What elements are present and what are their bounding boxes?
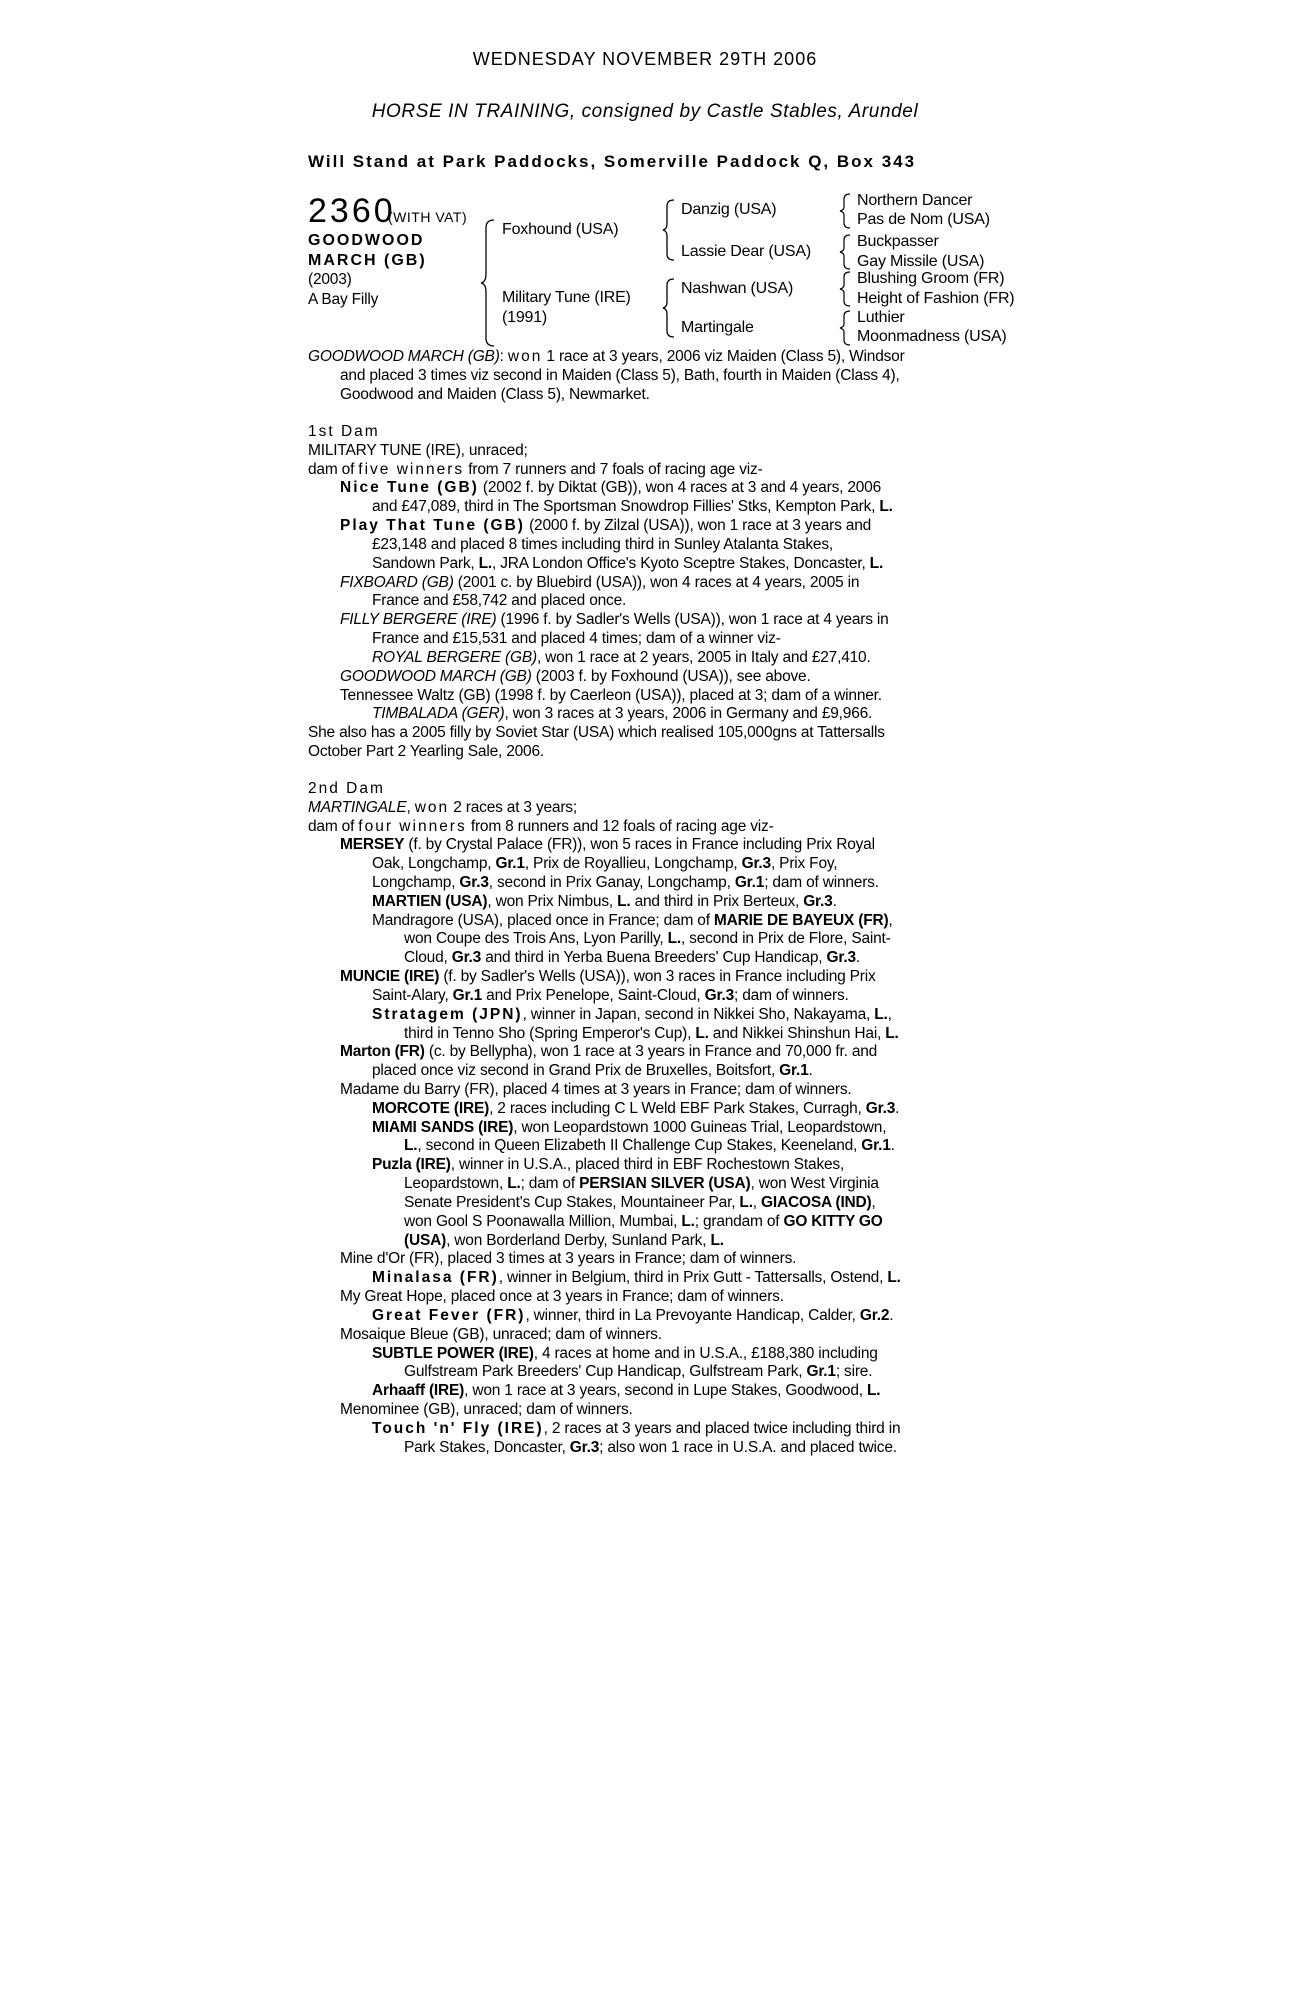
- pedigree-dam-year: (1991): [502, 309, 548, 326]
- text-segment: Gr.3: [741, 855, 771, 872]
- text-segment: Gr.1: [779, 1062, 809, 1079]
- text-segment: ,: [888, 912, 893, 929]
- text-segment: Leopardstown,: [404, 1175, 508, 1192]
- produce-line: [372, 648, 871, 667]
- text-segment: , winner in Japan, second in Nikkei Sho, Nakayama,: [522, 1006, 875, 1023]
- produce-line: [404, 1136, 895, 1155]
- text-segment: Touch 'n' Fly (IRE): [372, 1420, 544, 1437]
- text-segment: Saint-Alary,: [372, 987, 453, 1004]
- text-segment: , won Borderland Derby, Sunland Park,: [446, 1232, 711, 1249]
- text-segment: 1 race at 3 years, 2006 viz Maiden (Class 5), Windsor: [542, 348, 905, 365]
- text-segment: .: [889, 1307, 894, 1324]
- text-segment: MILITARY TUNE (IRE), unraced;: [308, 442, 528, 459]
- produce-line: [340, 516, 871, 535]
- pedigree-gen3-1: Northern Dancer: [857, 192, 973, 209]
- text-segment: , won West Virginia: [750, 1175, 879, 1192]
- text-segment: Madame du Barry (FR), placed 4 times at 3 years in France; dam of winners.: [340, 1081, 852, 1098]
- text-segment: France and £15,531 and placed 4 times; dam of a winner viz-: [372, 630, 781, 647]
- pedigree-gen2-2: Lassie Dear (USA): [681, 243, 811, 260]
- second-dam-name: [308, 798, 577, 817]
- text-segment: and Nikkei Shinshun Hai,: [708, 1025, 886, 1042]
- text-segment: L.: [404, 1137, 418, 1154]
- text-segment: won: [414, 799, 450, 816]
- produce-line: [372, 629, 781, 648]
- produce-line: [372, 535, 833, 554]
- produce-line: [340, 686, 882, 705]
- produce-line: [372, 1306, 893, 1325]
- produce-line: [404, 1193, 876, 1212]
- text-segment: ; sire.: [835, 1363, 873, 1380]
- produce-line: [404, 1362, 872, 1381]
- text-segment: MORCOTE (IRE): [372, 1100, 490, 1117]
- foaling-year: (2003): [308, 271, 352, 288]
- text-segment: GOODWOOD MARCH (GB): [308, 348, 500, 365]
- text-segment: ; dam of: [520, 1175, 580, 1192]
- first-dam-heading: [308, 422, 380, 441]
- text-segment: , won 3 races at 3 years, 2006 in Germany and £9,966.: [504, 705, 873, 722]
- text-segment: .: [895, 1100, 900, 1117]
- produce-line: [340, 478, 881, 497]
- first-dam-summary: [308, 460, 763, 479]
- text-segment: five winners: [358, 461, 465, 478]
- text-segment: from 7 runners and 7 foals of racing age viz-: [464, 461, 763, 478]
- text-segment: Puzla (IRE): [372, 1156, 451, 1173]
- text-segment: £23,148 and placed 8 times including third in Sunley Atalanta Stakes,: [372, 536, 833, 553]
- text-segment: ; grandam of: [694, 1213, 784, 1230]
- text-segment: .: [832, 893, 837, 910]
- text-segment: France and £58,742 and placed once.: [372, 592, 627, 609]
- text-segment: .: [808, 1062, 813, 1079]
- text-segment: , 2 races including C L Weld EBF Park Stakes, Curragh,: [489, 1100, 866, 1117]
- produce-line: [404, 1212, 883, 1231]
- text-segment: :: [499, 348, 508, 365]
- text-segment: ,: [406, 799, 415, 816]
- pedigree-gen3-8: Moonmadness (USA): [857, 328, 1007, 345]
- text-segment: ; dam of winners.: [764, 874, 879, 891]
- text-segment: ROYAL BERGERE (GB): [372, 649, 537, 666]
- text-segment: .: [855, 949, 860, 966]
- text-segment: L.: [681, 1213, 695, 1230]
- produce-line: [372, 1061, 813, 1080]
- text-segment: Mandragore (USA), placed once in France; dam of: [372, 912, 714, 929]
- text-segment: MARIE DE BAYEUX (FR): [713, 912, 889, 929]
- text-segment: Gr.3: [865, 1100, 896, 1117]
- text-segment: MUNCIE (IRE): [340, 968, 440, 985]
- text-segment: (f. by Crystal Palace (FR)), won 5 races in France including Prix Royal: [404, 836, 875, 853]
- text-segment: from 8 runners and 12 foals of racing age viz-: [466, 818, 774, 835]
- text-segment: and £47,089, third in The Sportsman Snowdrop Fillies' Stks, Kempton Park,: [372, 498, 880, 515]
- text-segment: Cloud,: [404, 949, 452, 966]
- text-segment: , won Leopardstown 1000 Guineas Trial, Leopardstown,: [513, 1119, 887, 1136]
- produce-line: [372, 704, 872, 723]
- text-segment: Mosaique Bleue (GB), unraced; dam of winners.: [340, 1326, 662, 1343]
- produce-line: [372, 591, 626, 610]
- lot-number: 2360: [308, 192, 396, 230]
- text-segment: L.: [710, 1232, 724, 1249]
- text-segment: L.: [885, 1025, 899, 1042]
- text-segment: won Coupe des Trois Ans, Lyon Parilly,: [404, 930, 668, 947]
- produce-line: [372, 1155, 844, 1174]
- text-segment: third in Tenno Sho (Spring Emperor's Cup),: [404, 1025, 696, 1042]
- text-segment: ,: [871, 1194, 876, 1211]
- text-segment: Gr.1: [861, 1137, 891, 1154]
- text-segment: Gr.2: [859, 1307, 890, 1324]
- produce-line: [372, 892, 837, 911]
- text-segment: Menominee (GB), unraced; dam of winners.: [340, 1401, 633, 1418]
- text-segment: Gulfstream Park Breeders' Cup Handicap, Gulfstream Park,: [404, 1363, 807, 1380]
- text-segment: Marton (FR): [340, 1043, 425, 1060]
- text-segment: won Gool S Poonawalla Million, Mumbai,: [404, 1213, 682, 1230]
- text-segment: 1st Dam: [308, 423, 380, 440]
- produce-line: [372, 854, 837, 873]
- text-segment: Gr.1: [734, 874, 765, 891]
- text-segment: GOODWOOD MARCH (GB): [340, 668, 532, 685]
- produce-line: [372, 1381, 880, 1400]
- text-segment: GO KITTY GO: [783, 1213, 883, 1230]
- pedigree-sire: Foxhound (USA): [502, 221, 619, 238]
- horse-name: GOODWOOD MARCH (GB): [308, 232, 427, 269]
- text-segment: TIMBALADA (GER): [372, 705, 505, 722]
- pedigree-brace-sire: [662, 198, 680, 262]
- text-segment: Gr.1: [452, 987, 483, 1004]
- sale-date: WEDNESDAY NOVEMBER 29TH 2006: [472, 49, 818, 69]
- text-segment: Park Stakes, Doncaster,: [404, 1439, 570, 1456]
- text-segment: and third in Yerba Buena Breeders' Cup Handicap,: [481, 949, 827, 966]
- text-segment: dam of: [308, 461, 359, 478]
- text-segment: , 4 races at home and in U.S.A., £188,380 including: [533, 1345, 878, 1362]
- pedigree-gen2-3: Nashwan (USA): [681, 280, 794, 297]
- pedigree-dam: Military Tune (IRE): [502, 289, 631, 306]
- text-segment: L.: [667, 930, 681, 947]
- horse-description: A Bay Filly: [308, 291, 379, 308]
- text-segment: (2001 c. by Bluebird (USA)), won 4 races at 4 years, 2005 in: [453, 574, 860, 591]
- produce-line: [372, 1099, 899, 1118]
- produce-line: [372, 554, 883, 573]
- text-segment: Goodwood and Maiden (Class 5), Newmarket.: [340, 386, 650, 403]
- text-segment: Great Fever (FR): [372, 1307, 526, 1324]
- text-segment: (2002 f. by Diktat (GB)), won 4 races at 3 and 4 years, 2006: [478, 479, 882, 496]
- produce-line: [340, 967, 876, 986]
- text-segment: L.: [866, 1382, 881, 1399]
- pedigree-brace-dam: [662, 277, 680, 339]
- second-dam-summary: [308, 817, 774, 836]
- produce-line: [340, 835, 875, 854]
- text-segment: placed once viz second in Grand Prix de Bruxelles, Boitsfort,: [372, 1062, 780, 1079]
- text-segment: Sandown Park,: [372, 555, 479, 572]
- text-segment: Stratagem (JPN): [372, 1006, 523, 1023]
- text-segment: FIXBOARD (GB): [340, 574, 454, 591]
- text-segment: Arhaaff (IRE): [372, 1382, 465, 1399]
- text-segment: and placed 3 times viz second in Maiden (Class 5), Bath, fourth in Maiden (Class 4),: [340, 367, 900, 384]
- produce-line: [372, 911, 893, 930]
- text-segment: dam of: [308, 818, 359, 835]
- text-segment: October Part 2 Yearling Sale, 2006.: [308, 743, 544, 760]
- produce-line: [372, 497, 893, 516]
- produce-line: [340, 1400, 633, 1419]
- text-segment: MIAMI SANDS (IRE): [372, 1119, 514, 1136]
- text-segment: four winners: [358, 818, 467, 835]
- text-segment: Nice Tune (GB): [340, 479, 479, 496]
- text-segment: L.: [617, 893, 631, 910]
- produce-line: [340, 573, 859, 592]
- race-record-line: [308, 347, 905, 366]
- text-segment: , JRA London Office's Kyoto Sceptre Stakes, Doncaster,: [492, 555, 870, 572]
- race-record-line: [340, 385, 650, 404]
- text-segment: (f. by Sadler's Wells (USA)), won 3 races in France including Prix: [439, 968, 876, 985]
- pedigree-gen3-2: Pas de Nom (USA): [857, 211, 990, 228]
- pedigree-brace-g3-1: [839, 192, 855, 230]
- text-segment: , winner in Belgium, third in Prix Gutt - Tattersalls, Ostend,: [498, 1269, 888, 1286]
- text-segment: Mine d'Or (FR), placed 3 times at 3 years in France; dam of winners.: [340, 1250, 797, 1267]
- produce-line: [372, 1419, 900, 1438]
- text-segment: (2000 f. by Zilzal (USA)), won 1 race at 3 years and: [524, 517, 872, 534]
- text-segment: L.: [739, 1194, 753, 1211]
- text-segment: ; also won 1 race in U.S.A. and placed twice.: [599, 1439, 897, 1456]
- text-segment: Play That Tune (GB): [340, 517, 525, 534]
- produce-line: [404, 1438, 897, 1457]
- text-segment: Gr.3: [803, 893, 833, 910]
- produce-line: [372, 1005, 892, 1024]
- pedigree-gen2-4: Martingale: [681, 319, 754, 336]
- text-segment: , winner in U.S.A., placed third in EBF Rochestown Stakes,: [450, 1156, 845, 1173]
- pedigree-brace-g3-4: [839, 309, 855, 347]
- text-segment: Longchamp,: [372, 874, 460, 891]
- text-segment: Oak, Longchamp,: [372, 855, 496, 872]
- produce-line: [404, 1024, 899, 1043]
- stand-location: Will Stand at Park Paddocks, Somerville Paddock Q, Box 343: [308, 152, 917, 171]
- pedigree-brace-g3-3: [839, 270, 855, 308]
- produce-line: [404, 1174, 879, 1193]
- text-segment: , second in Prix Ganay, Longchamp,: [488, 874, 735, 891]
- pedigree-gen3-6: Height of Fashion (FR): [857, 290, 1015, 307]
- text-segment: , Prix Foy,: [770, 855, 838, 872]
- produce-line: [404, 948, 860, 967]
- text-segment: and third in Prix Berteux,: [630, 893, 804, 910]
- second-dam-heading: [308, 779, 385, 798]
- text-segment: .: [890, 1137, 895, 1154]
- text-segment: Gr.3: [826, 949, 856, 966]
- text-segment: ,: [887, 1006, 892, 1023]
- pedigree-gen3-3: Buckpasser: [857, 233, 939, 250]
- produce-line: [340, 1249, 796, 1268]
- pedigree-gen3-7: Luthier: [857, 309, 905, 326]
- text-segment: and Prix Penelope, Saint-Cloud,: [482, 987, 705, 1004]
- text-segment: MARTIEN (USA): [372, 893, 488, 910]
- produce-line: [372, 986, 849, 1005]
- first-dam-name: [308, 441, 528, 460]
- text-segment: 2 races at 3 years;: [449, 799, 577, 816]
- yearling-note: [308, 742, 544, 761]
- text-segment: Gr.3: [459, 874, 489, 891]
- produce-line: [372, 1118, 886, 1137]
- text-segment: L.: [874, 1006, 888, 1023]
- text-segment: (c. by Bellypha), won 1 race at 3 years in France and 70,000 fr. and: [424, 1043, 878, 1060]
- text-segment: L.: [869, 555, 884, 572]
- text-segment: ,: [752, 1194, 762, 1211]
- text-segment: (1996 f. by Sadler's Wells (USA)), won 1 race at 4 years in: [496, 611, 889, 628]
- text-segment: , 2 races at 3 years and placed twice including third in: [543, 1420, 901, 1437]
- text-segment: , won 1 race at 3 years, second in Lupe Stakes, Goodwood,: [464, 1382, 867, 1399]
- text-segment: Gr.3: [569, 1439, 600, 1456]
- text-segment: L.: [478, 555, 492, 572]
- text-segment: Senate President's Cup Stakes, Mountaineer Par,: [404, 1194, 740, 1211]
- produce-line: [340, 1325, 662, 1344]
- pedigree-gen3-4: Gay Missile (USA): [857, 253, 985, 270]
- vat-note: (WITH VAT): [388, 209, 468, 225]
- produce-line: [404, 929, 891, 948]
- text-segment: SUBTLE POWER (IRE): [372, 1345, 534, 1362]
- text-segment: Gr.1: [495, 855, 525, 872]
- produce-line: [372, 873, 879, 892]
- pedigree-gen3-5: Blushing Groom (FR): [857, 270, 1005, 287]
- text-segment: She also has a 2005 filly by Soviet Star (USA) which realised 105,000gns at Tattersalls: [308, 724, 885, 741]
- pedigree-brace-g3-2: [839, 233, 855, 271]
- text-segment: Gr.3: [451, 949, 482, 966]
- text-segment: L.: [507, 1175, 521, 1192]
- text-segment: GIACOSA (IND): [761, 1194, 872, 1211]
- text-segment: L.: [887, 1269, 901, 1286]
- text-segment: Minalasa (FR): [372, 1269, 499, 1286]
- text-segment: FILLY BERGERE (IRE): [340, 611, 497, 628]
- text-segment: Gr.1: [806, 1363, 836, 1380]
- yearling-note: [308, 723, 885, 742]
- text-segment: MARTINGALE: [308, 799, 407, 816]
- produce-line: [340, 1042, 877, 1061]
- produce-line: [404, 1231, 724, 1250]
- text-segment: , winner, third in La Prevoyante Handicap, Calder,: [525, 1307, 860, 1324]
- text-segment: , won Prix Nimbus,: [487, 893, 618, 910]
- text-segment: My Great Hope, placed once at 3 years in France; dam of winners.: [340, 1288, 784, 1305]
- text-segment: , second in Prix de Flore, Saint-: [680, 930, 891, 947]
- text-segment: , second in Queen Elizabeth II Challenge Cup Stakes, Keeneland,: [417, 1137, 862, 1154]
- produce-line: [340, 1287, 784, 1306]
- text-segment: (2003 f. by Foxhound (USA)), see above.: [531, 668, 811, 685]
- text-segment: , Prix de Royallieu, Longchamp,: [524, 855, 742, 872]
- consignor-line: HORSE IN TRAINING, consigned by Castle Stables, Arundel: [371, 101, 919, 122]
- text-segment: Tennessee Waltz (GB) (1998 f. by Caerleon (USA)), placed at 3; dam of a winner.: [340, 687, 882, 704]
- produce-line: [372, 1344, 878, 1363]
- text-segment: 2nd Dam: [308, 780, 385, 797]
- text-segment: L.: [695, 1025, 709, 1042]
- produce-line: [340, 1080, 852, 1099]
- text-segment: PERSIAN SILVER (USA): [579, 1175, 751, 1192]
- race-record-line: [340, 366, 900, 385]
- produce-line: [372, 1268, 901, 1287]
- text-segment: MERSEY: [340, 836, 405, 853]
- pedigree-gen2-1: Danzig (USA): [681, 201, 777, 218]
- text-segment: Gr.3: [704, 987, 735, 1004]
- produce-line: [340, 610, 889, 629]
- text-segment: won: [507, 348, 543, 365]
- text-segment: , won 1 race at 2 years, 2005 in Italy and £27,410.: [536, 649, 871, 666]
- text-segment: (USA): [404, 1232, 447, 1249]
- text-segment: ; dam of winners.: [734, 987, 849, 1004]
- text-segment: L.: [879, 498, 893, 515]
- produce-line: [340, 667, 811, 686]
- pedigree-brace-main: [480, 218, 500, 348]
